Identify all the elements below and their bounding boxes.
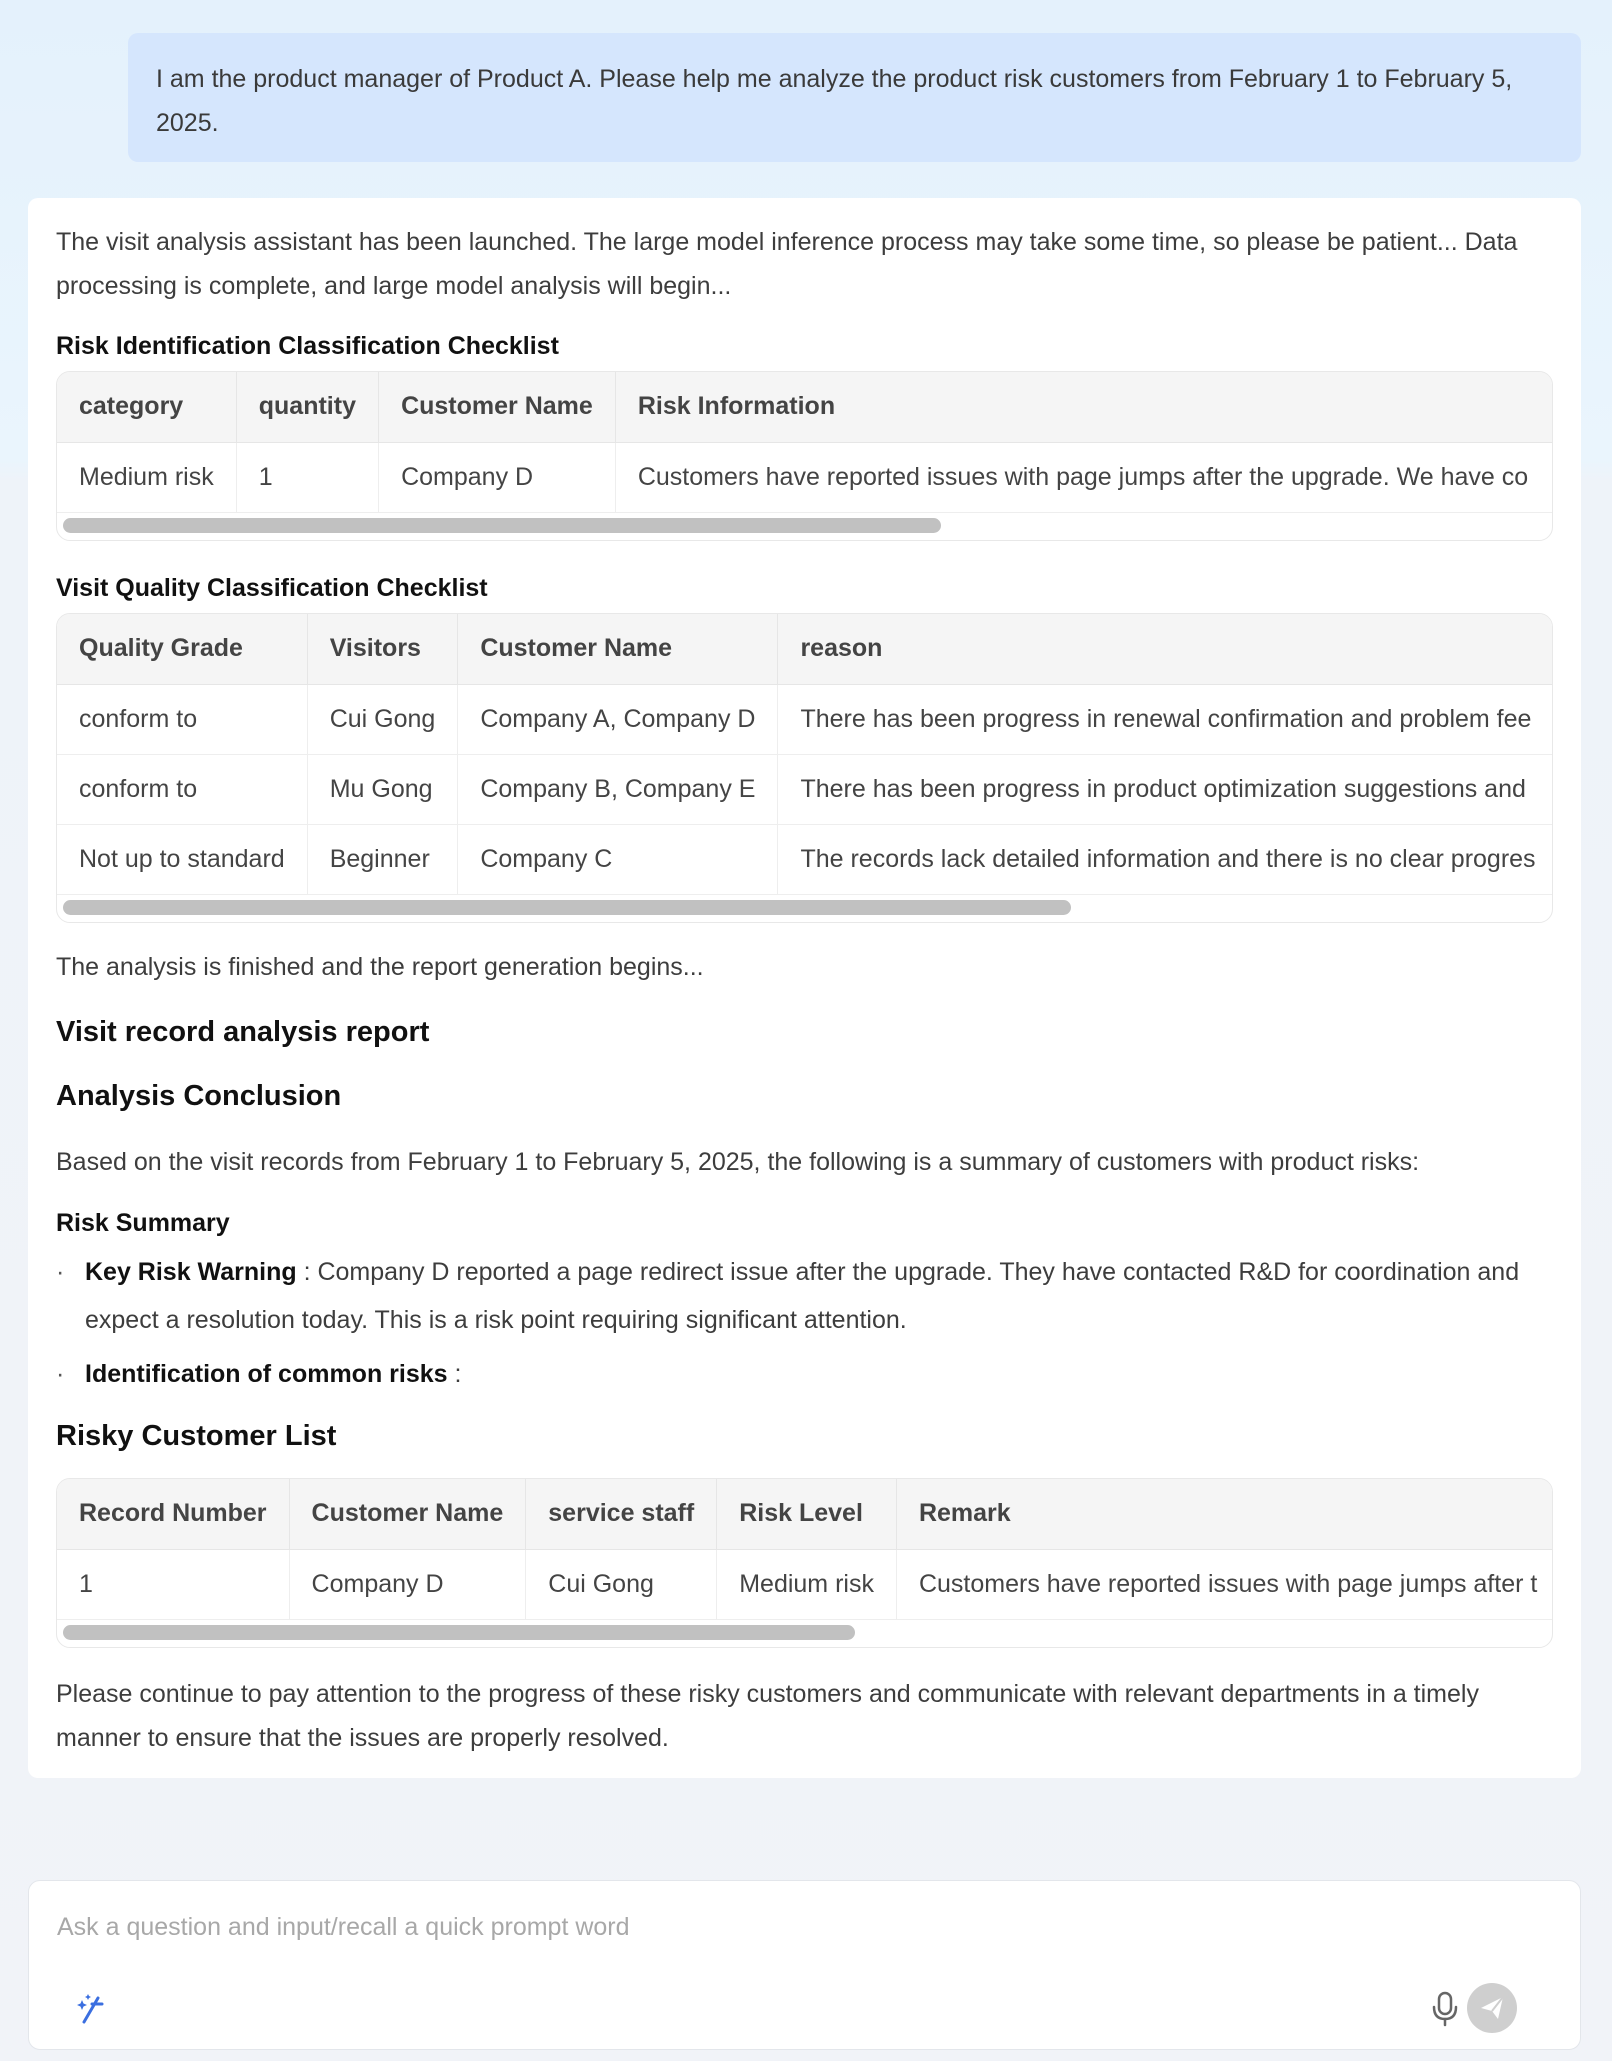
table-cell: There has been progress in product optimization suggestions and — [778, 754, 1553, 824]
risk-summary-list — [56, 1248, 1556, 1398]
table-row — [57, 442, 1552, 512]
table-cell: 1 — [236, 442, 378, 512]
assistant-reply-card — [28, 198, 1581, 1778]
bullet-text: : — [447, 1360, 462, 1388]
table-cell: 1 — [57, 1549, 289, 1619]
table-cell: conform to — [57, 754, 307, 824]
risk-table-title: Risk Identification Classification Checklist — [56, 332, 559, 360]
table-cell: Medium risk — [717, 1549, 897, 1619]
analysis-finished-text: The analysis is finished and the report generation begins... — [56, 953, 704, 981]
table-row — [57, 824, 1553, 894]
table-cell: Cui Gong — [526, 1549, 717, 1619]
bullet-label: Key Risk Warning — [85, 1258, 297, 1286]
microphone-icon[interactable] — [1423, 1987, 1467, 2031]
table-header-row — [57, 372, 1552, 442]
table-header-row — [57, 1479, 1553, 1549]
column-header: Customer Name — [458, 614, 778, 684]
risk-summary-title: Risk Summary — [56, 1209, 230, 1237]
table-cell: Customers have reported issues with page jumps after the upgrade. We have co — [615, 442, 1552, 512]
customer-list-title: Risky Customer List — [56, 1420, 337, 1452]
column-header: Customer Name — [289, 1479, 526, 1549]
table-cell: Company B, Company E — [458, 754, 778, 824]
visit-quality-table — [57, 614, 1553, 895]
table-cell: The records lack detailed information and there is no clear progres — [778, 824, 1553, 894]
magic-wand-icon[interactable] — [71, 1989, 111, 2029]
table-row — [57, 754, 1553, 824]
table-header-row — [57, 614, 1553, 684]
send-icon — [1478, 1994, 1506, 2022]
reply-intro: The visit analysis assistant has been launched. The large model inference process may take some time, so please be patient... Data processing is complete, and large model analysis will begin... — [56, 228, 1518, 300]
risky-customer-table — [57, 1479, 1553, 1620]
bullet-text: : Company D reported a page redirect issue after the upgrade. They have contacted R&D for coordination and expect a resolution today. This is a risk point requiring significant attention. — [85, 1258, 1520, 1334]
user-message-bubble — [128, 33, 1581, 162]
table-cell: Mu Gong — [307, 754, 458, 824]
column-header: Quality Grade — [57, 614, 307, 684]
column-header: Visitors — [307, 614, 458, 684]
column-header: Customer Name — [379, 372, 616, 442]
table-cell: Beginner — [307, 824, 458, 894]
conclusion-text: Based on the visit records from February 1 to February 5, 2025, the following is a summary of customers with product risks: — [56, 1148, 1420, 1176]
table-cell: Company D — [289, 1549, 526, 1619]
table-cell: Company C — [458, 824, 778, 894]
table-cell: Medium risk — [57, 442, 236, 512]
column-header: service staff — [526, 1479, 717, 1549]
chat-input[interactable] — [57, 1907, 1547, 1947]
table-cell: conform to — [57, 684, 307, 754]
table-row — [57, 684, 1553, 754]
closing-text: Please continue to pay attention to the progress of these risky customers and communicate with relevant departments in a timely manner to ensure that the issues are properly resolved. — [56, 1680, 1479, 1752]
list-item — [56, 1248, 1556, 1344]
column-header: quantity — [236, 372, 378, 442]
table-cell: Company A, Company D — [458, 684, 778, 754]
table-cell: Company D — [379, 442, 616, 512]
chat-input-box — [28, 1880, 1581, 2050]
user-message-text: I am the product manager of Product A. Please help me analyze the product risk customers from February 1 to February 5, 2025. — [156, 65, 1513, 137]
report-title: Visit record analysis report — [56, 1016, 430, 1048]
risk-table-container[interactable] — [56, 371, 1553, 541]
table-cell: There has been progress in renewal confirmation and problem fee — [778, 684, 1553, 754]
risk-identification-table — [57, 372, 1552, 513]
table-cell: Cui Gong — [307, 684, 458, 754]
send-button[interactable] — [1467, 1983, 1517, 2033]
column-header: category — [57, 372, 236, 442]
horizontal-scrollbar[interactable] — [63, 1625, 855, 1640]
column-header: Risk Information — [615, 372, 1552, 442]
table-cell: Customers have reported issues with page jumps after t — [896, 1549, 1553, 1619]
customer-table-container[interactable] — [56, 1478, 1553, 1648]
column-header: Risk Level — [717, 1479, 897, 1549]
column-header: Remark — [896, 1479, 1553, 1549]
horizontal-scrollbar[interactable] — [63, 518, 941, 533]
column-header: Record Number — [57, 1479, 289, 1549]
column-header: reason — [778, 614, 1553, 684]
bullet-label: Identification of common risks — [85, 1360, 448, 1388]
quality-table-container[interactable] — [56, 613, 1553, 923]
conclusion-title: Analysis Conclusion — [56, 1080, 342, 1112]
table-row — [57, 1549, 1553, 1619]
table-cell: Not up to standard — [57, 824, 307, 894]
quality-table-title: Visit Quality Classification Checklist — [56, 574, 488, 602]
horizontal-scrollbar[interactable] — [63, 900, 1071, 915]
list-item — [56, 1350, 1556, 1398]
